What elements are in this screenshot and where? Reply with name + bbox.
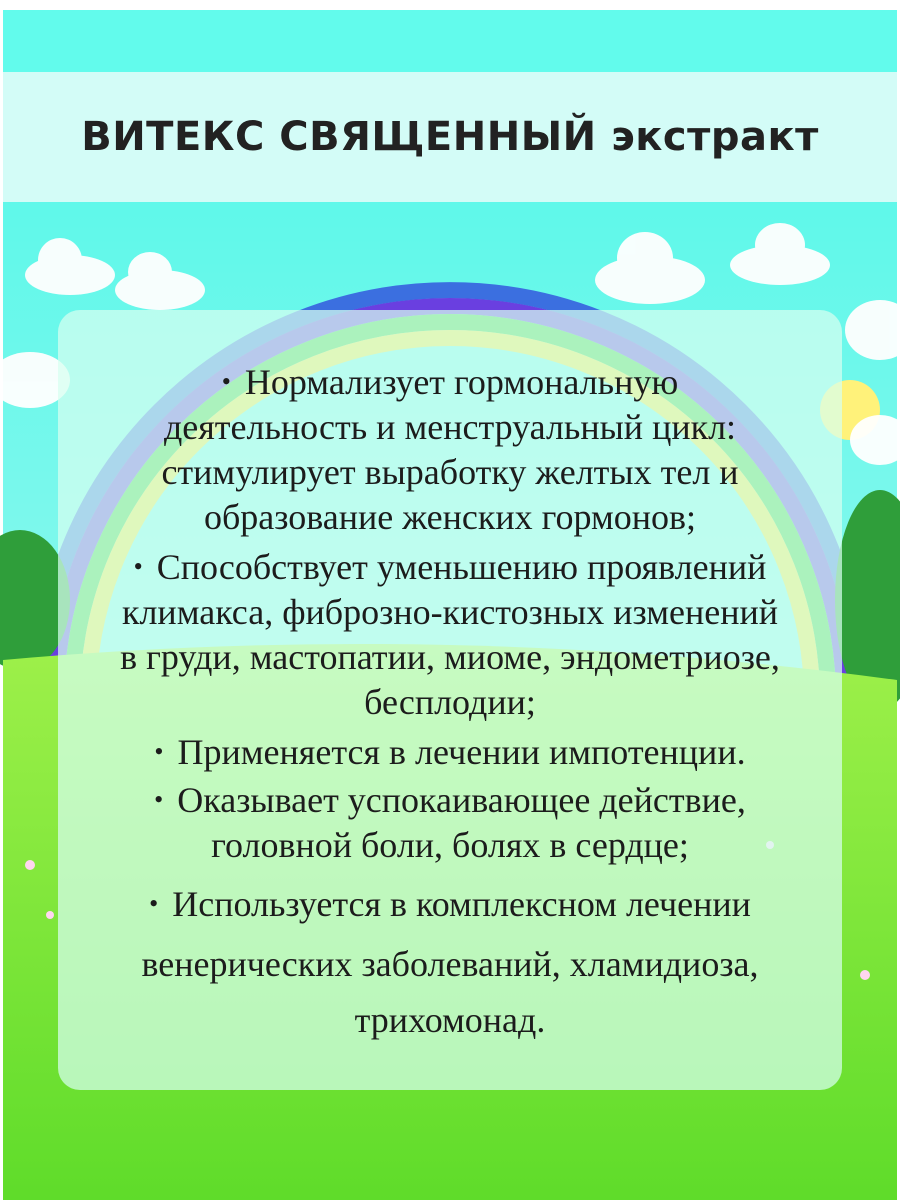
item-text: бесплодии; — [364, 682, 536, 722]
list-item — [58, 778, 842, 826]
list-item — [58, 882, 842, 930]
item-text: Применяется в лечении импотенции. — [177, 732, 746, 772]
item-text: в груди, мастопатии, миоме, эндометриозе, — [120, 637, 780, 677]
title-band — [3, 72, 897, 202]
list-item — [58, 545, 842, 593]
bullet-icon: • — [149, 888, 159, 918]
item-text: стимулирует выработку желтых тел и — [161, 452, 739, 492]
item-text: Нормализует гормональную — [244, 362, 679, 402]
item-text: деятельность и менструальный цикл: — [163, 407, 737, 447]
item-text: венерических заболеваний, хламидиоза, — [141, 944, 759, 984]
item-text: Способствует уменьшению проявлений — [156, 547, 767, 587]
item-text: Используется в комплексном лечении — [172, 884, 751, 924]
item-text: образование женских гормонов; — [203, 497, 697, 537]
top-band — [3, 10, 897, 72]
item-text: головной боли, болях в сердце; — [211, 825, 689, 865]
item-text: климакса, фиброзно-кистозных изменений — [121, 592, 779, 632]
title-main: ВИТЕКС СВЯЩЕННЫЙ — [81, 114, 597, 160]
bullet-icon: • — [221, 366, 231, 396]
list-item — [58, 730, 842, 778]
title-suffix: экстракт — [611, 114, 819, 160]
page-title — [81, 114, 819, 160]
item-text: Оказывает успокаивающее действие, — [177, 780, 746, 820]
bullet-icon: • — [154, 736, 164, 766]
bullet-icon: • — [133, 551, 143, 581]
item-text: трихомонад. — [354, 1000, 546, 1040]
bullet-icon: • — [154, 784, 164, 814]
list-item — [58, 360, 842, 408]
